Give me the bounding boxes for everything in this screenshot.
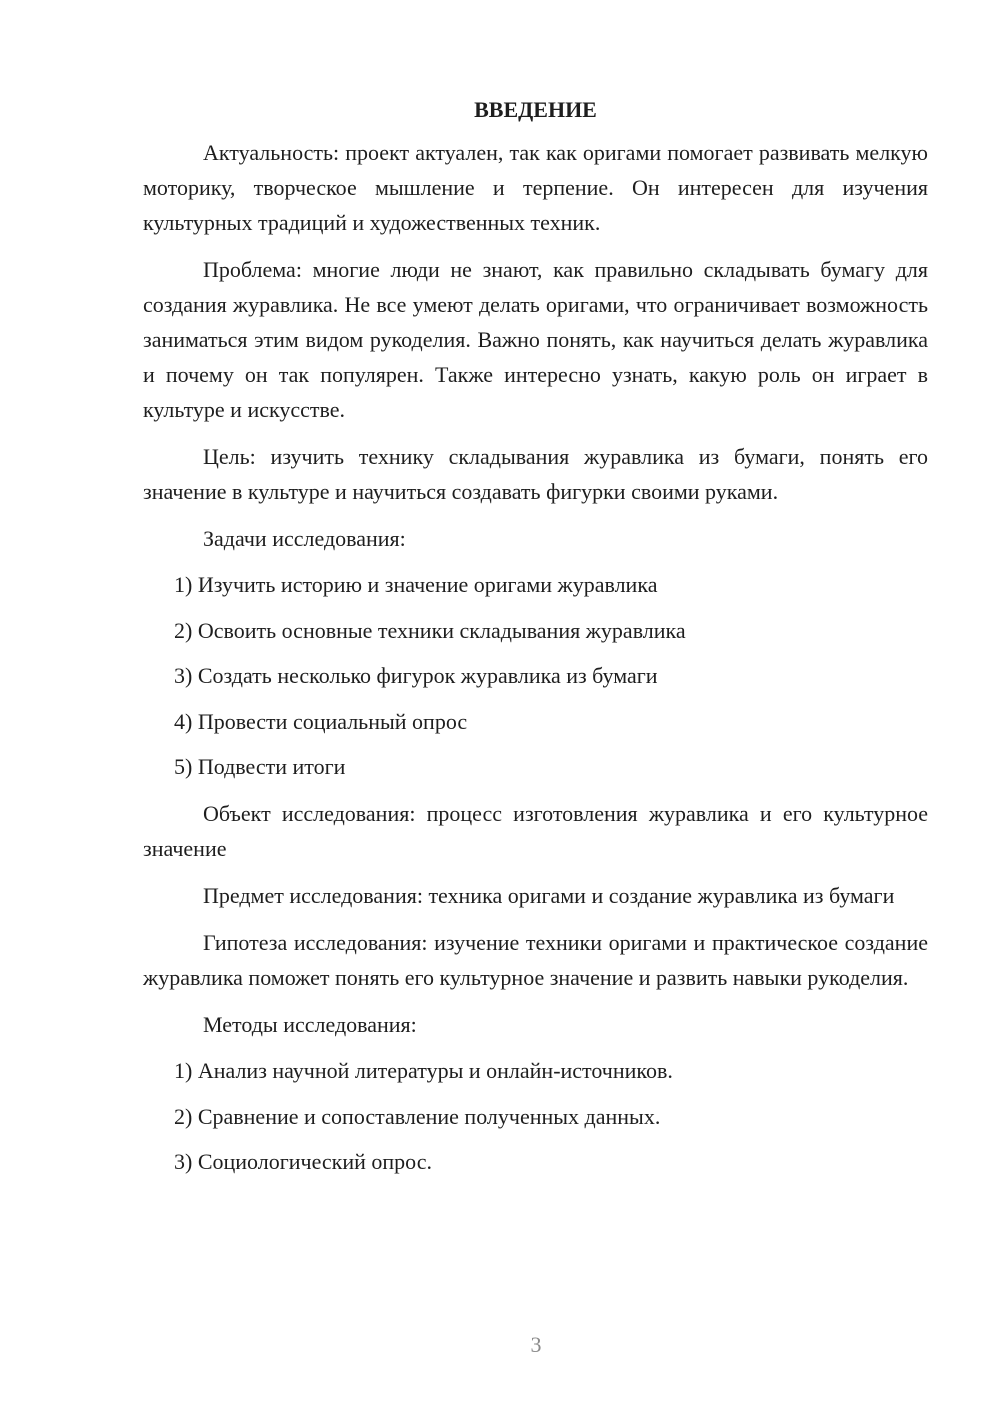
list-item: 3) Социологический опрос.: [174, 1149, 432, 1174]
list-item: 2) Освоить основные техники складывания журавлика: [174, 617, 686, 643]
relevance-paragraph: Актуальность: проект актуален, так как оригами помогает развивать мелкую моторику, творческое мышление и терпение. Он интересен для изучения культурных традиций и художественных техник.: [143, 140, 928, 235]
methods-heading: Методы исследования:: [203, 1012, 417, 1037]
document-page: [143, 95, 928, 1191]
object-paragraph: Объект исследования: процесс изготовления журавлика и его культурное значение: [143, 801, 928, 861]
problem-paragraph: Проблема: многие люди не знают, как правильно складывать бумагу для создания журавлика. Не все умеют делать оригами, что ограничивает возможность заниматься этим видом рукоделия. Важно понять, как научиться делать журавлика и почему он так популярен. Также интересно узнать, какую роль он играет в культуре и искусстве.: [143, 257, 928, 422]
list-item: 1) Изучить историю и значение оригами журавлика: [174, 572, 658, 597]
tasks-list: [143, 567, 928, 784]
list-item: 2) Сравнение и сопоставление полученных данных.: [174, 1103, 661, 1129]
list-item: 4) Провести социальный опрос: [174, 708, 468, 734]
page-number: 3: [530, 1332, 542, 1357]
section-title: ВВЕДЕНИЕ: [474, 97, 597, 122]
list-item: 3) Создать несколько фигурок журавлика из бумаги: [174, 663, 658, 688]
tasks-heading: Задачи исследования:: [203, 526, 406, 551]
list-item: 5) Подвести итоги: [174, 754, 346, 779]
goal-paragraph: Цель: изучить технику складывания журавлика из бумаги, понять его значение в культуре и научиться создавать фигурки своими руками.: [143, 444, 928, 504]
hypothesis-paragraph: Гипотеза исследования: изучение техники оригами и практическое создание журавлика поможет понять его культурное значение и развить навыки рукоделия.: [143, 930, 928, 990]
subject-paragraph: Предмет исследования: техника оригами и создание журавлика из бумаги: [203, 883, 895, 908]
methods-list: [143, 1053, 928, 1179]
list-item: 1) Анализ научной литературы и онлайн-источников.: [174, 1058, 673, 1083]
